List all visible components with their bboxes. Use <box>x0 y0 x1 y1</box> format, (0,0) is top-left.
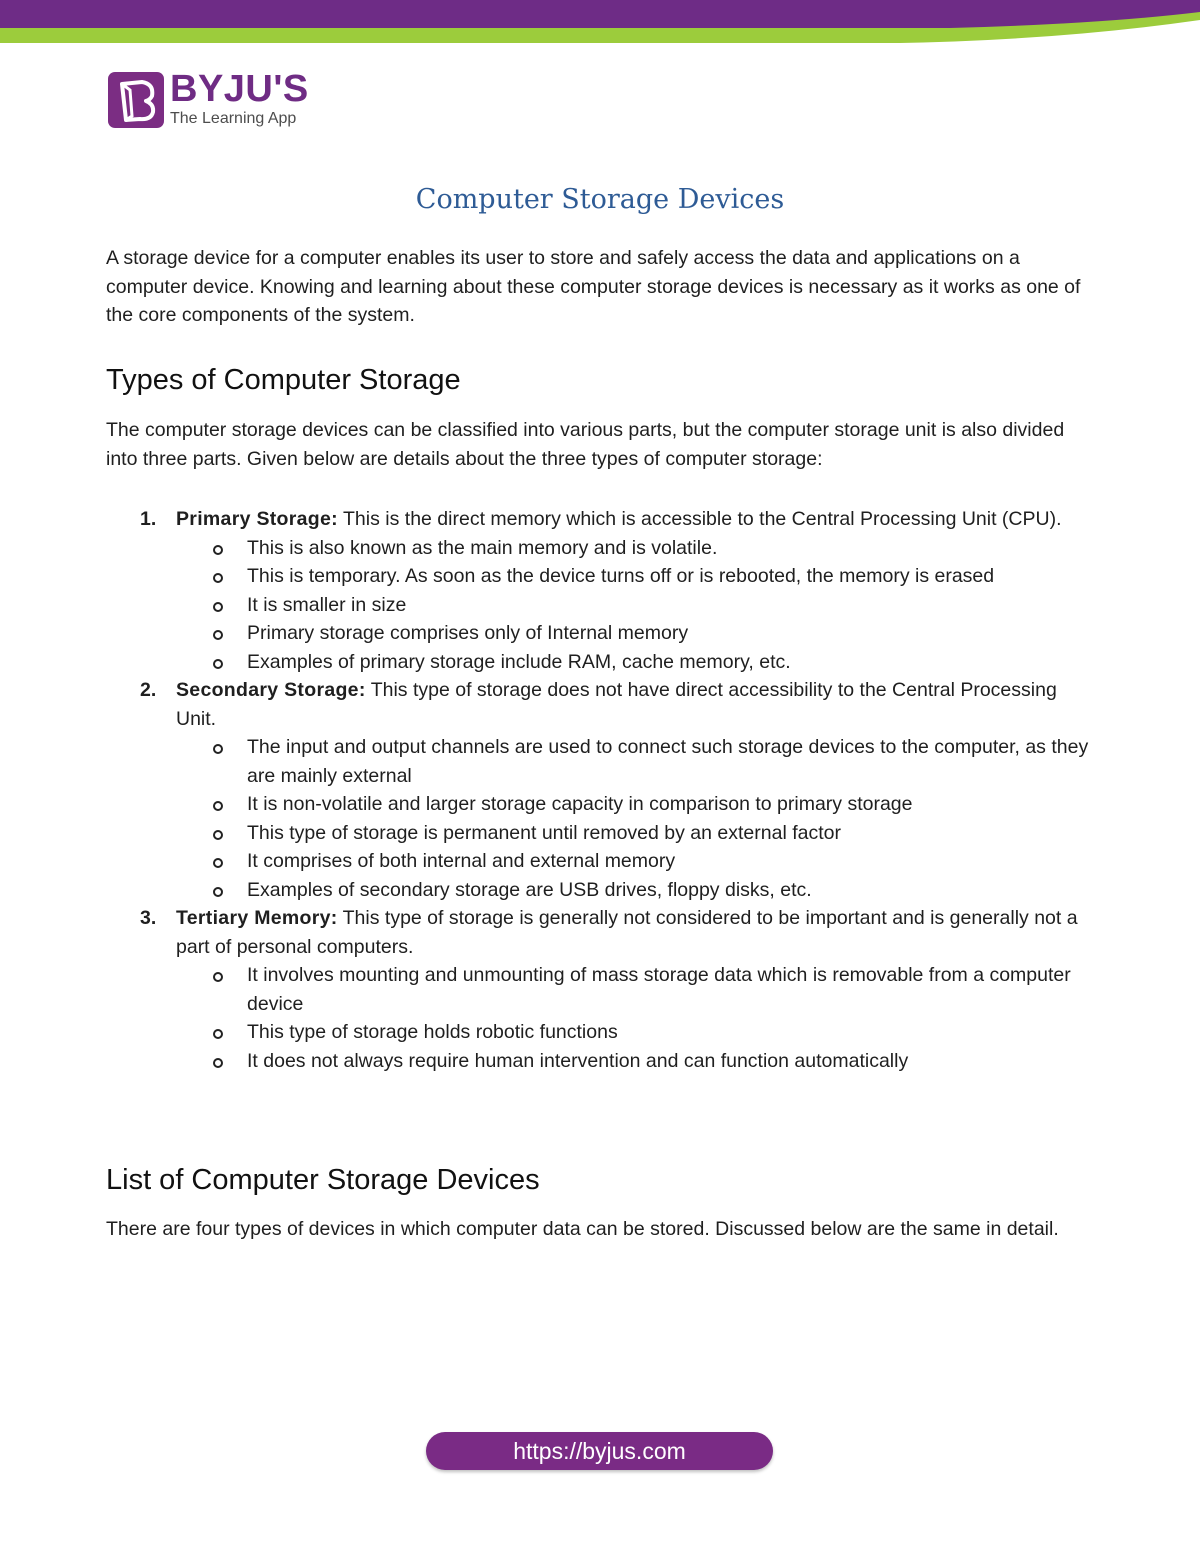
list-item <box>176 534 1096 563</box>
point-text: It is smaller in size <box>247 593 407 616</box>
point-text: Examples of secondary storage are USB drives, floppy disks, etc. <box>247 878 812 901</box>
storage-type-name: Primary Storage: <box>176 508 338 530</box>
intro-paragraph: A storage device for a computer enables its user to store and safely access the data and applications on a computer device. Knowing and learning about these computer storage devices is necessary as it works as one of the core components of the system. <box>106 247 1081 326</box>
storage-type-points <box>176 961 1096 1075</box>
point-text: The input and output channels are used to connect such storage devices to the computer, as they are mainly external <box>247 736 1089 787</box>
storage-type-description: This is the direct memory which is accessible to the Central Processing Unit (CPU). <box>337 508 1062 530</box>
hollow-circle-bullet-icon <box>213 1058 223 1068</box>
list-item <box>176 1018 1096 1047</box>
list-item <box>176 961 1096 1018</box>
point-text: Primary storage comprises only of Internal memory <box>247 622 689 644</box>
types-heading: Types of Computer Storage <box>106 364 461 396</box>
point-text: This type of storage holds robotic functions <box>247 1021 618 1043</box>
storage-type-item <box>106 904 1096 1075</box>
storage-types-list <box>106 505 1096 1075</box>
list-item <box>176 591 1096 620</box>
storage-type-name: Tertiary Memory: <box>176 907 338 929</box>
hollow-circle-bullet-icon <box>213 545 223 555</box>
types-intro-paragraph: The computer storage devices can be classified into various parts, but the computer storage unit is also divided into three parts. Given below are details about the three types of computer storage: <box>106 419 1065 470</box>
hollow-circle-bullet-icon <box>213 887 223 897</box>
top-banner <box>0 0 1200 48</box>
list-item <box>176 648 1096 677</box>
hollow-circle-bullet-icon <box>213 1029 223 1039</box>
brand-name: BYJU'S <box>170 68 309 110</box>
storage-type-name: Secondary Storage: <box>176 679 366 701</box>
storage-type-description: This type of storage is generally not considered to be important and is generally not a part of personal computers. <box>176 907 1078 958</box>
website-link[interactable]: https://byjus.com <box>426 1432 773 1470</box>
storage-type-item <box>106 505 1096 676</box>
list-item <box>176 562 1096 591</box>
hollow-circle-bullet-icon <box>213 858 223 868</box>
byjus-logo <box>108 68 318 132</box>
list-item <box>176 790 1096 819</box>
hollow-circle-bullet-icon <box>213 573 223 583</box>
point-text: Examples of primary storage include RAM, cache memory, etc. <box>247 650 791 673</box>
point-text: This is temporary. As soon as the device turns off or is rebooted, the memory is erased <box>247 565 995 587</box>
item-number: 3. <box>140 907 157 929</box>
list-item <box>176 819 1096 848</box>
devices-list-heading: List of Computer Storage Devices <box>106 1164 540 1196</box>
storage-type-points <box>176 534 1096 677</box>
brand-tagline: The Learning App <box>170 110 297 127</box>
storage-type-item <box>106 676 1096 904</box>
point-text: It comprises of both internal and external memory <box>247 850 676 872</box>
point-text: This type of storage is permanent until removed by an external factor <box>247 821 841 844</box>
list-item <box>176 1047 1096 1076</box>
hollow-circle-bullet-icon <box>213 659 223 669</box>
hollow-circle-bullet-icon <box>213 830 223 840</box>
list-item <box>176 619 1096 648</box>
byjus-logo-mark <box>108 72 164 128</box>
item-number: 2. <box>140 679 157 701</box>
hollow-circle-bullet-icon <box>213 972 223 982</box>
devices-list-intro: There are four types of devices in which computer data can be stored. Discussed below are the same in detail. <box>106 1218 1059 1240</box>
point-text: It does not always require human intervention and can function automatically <box>247 1049 909 1072</box>
document-title: Computer Storage Devices <box>415 184 785 215</box>
list-item <box>176 847 1096 876</box>
hollow-circle-bullet-icon <box>213 801 223 811</box>
hollow-circle-bullet-icon <box>213 744 223 754</box>
list-item <box>176 876 1096 905</box>
storage-type-points <box>176 733 1096 904</box>
point-text: It involves mounting and unmounting of mass storage data which is removable from a computer device <box>247 964 1071 1015</box>
point-text: It is non-volatile and larger storage capacity in comparison to primary storage <box>247 793 913 815</box>
hollow-circle-bullet-icon <box>213 630 223 640</box>
storage-type-description: This type of storage does not have direct accessibility to the Central Processing Unit. <box>176 679 1057 730</box>
list-item <box>176 733 1096 790</box>
hollow-circle-bullet-icon <box>213 602 223 612</box>
point-text: This is also known as the main memory and is volatile. <box>247 536 718 559</box>
item-number: 1. <box>140 508 157 530</box>
